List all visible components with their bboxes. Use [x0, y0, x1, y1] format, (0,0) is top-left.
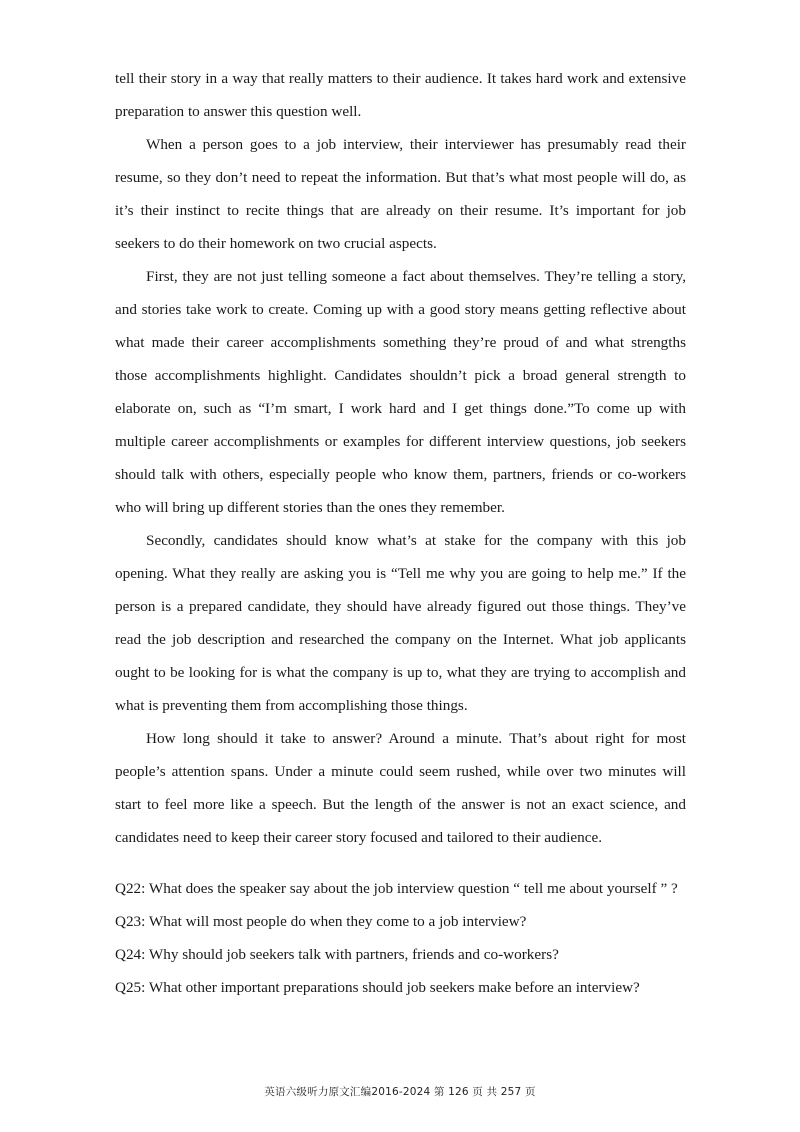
page-footer: 英语六级听力原文汇编2016-2024 第 126 页 共 257 页 — [264, 1086, 536, 1098]
question-list — [115, 872, 686, 1004]
paragraph: How long should it take to answer? Around a minute. That’s about right for most people’s attention spans. Under a minute could seem rushed, while over two minutes will start to feel more like a speech. But the length of the answer is not an exact science, and candidates need to keep their career story focused and tailored to their audience. — [115, 730, 686, 846]
question-q23: Q23: What will most people do when they come to a job interview? — [115, 913, 527, 930]
question-q22: Q22: What does the speaker say about the job interview question “ tell me about yourself ” ? — [115, 880, 678, 897]
paragraph: When a person goes to a job interview, their interviewer has presumably read their resume, so they don’t need to repeat the information. But that’s what most people will do, as it’s their instinct to recite things that are already on their resume. It’s important for job seekers to do their homework on two crucial aspects. — [115, 136, 686, 252]
paragraph: First, they are not just telling someone a fact about themselves. They’re telling a story, and stories take work to create. Coming up with a good story means getting reflective about what made their career accomplishments something they’re proud of and what strengths those accomplishments highlight. Candidates shouldn’t pick a broad general strength to elaborate on, such as “I’m smart, I work hard and I get things done.”To come up with multiple career accomplishments or examples for different interview questions, job seekers should talk with others, especially people who know them, partners, friends or co-workers who will bring up different stories than the ones they remember. — [115, 268, 686, 516]
paragraph-continuation: tell their story in a way that really matters to their audience. It takes hard work and extensive preparation to answer this question well. — [115, 70, 686, 120]
document-body — [115, 62, 686, 1004]
question-q25: Q25: What other important preparations should job seekers make before an interview? — [115, 979, 640, 996]
question-q24: Q24: Why should job seekers talk with partners, friends and co-workers? — [115, 946, 559, 963]
paragraph: Secondly, candidates should know what’s at stake for the company with this job opening. What they really are asking you is “Tell me why you are going to help me.” If the person is a prepared candidate, they should have already figured out those things. They’ve read the job description and researched the company on the Internet. What job applicants ought to be looking for is what the company is up to, what they are trying to accomplish and what is preventing them from accomplishing those things. — [115, 532, 686, 714]
